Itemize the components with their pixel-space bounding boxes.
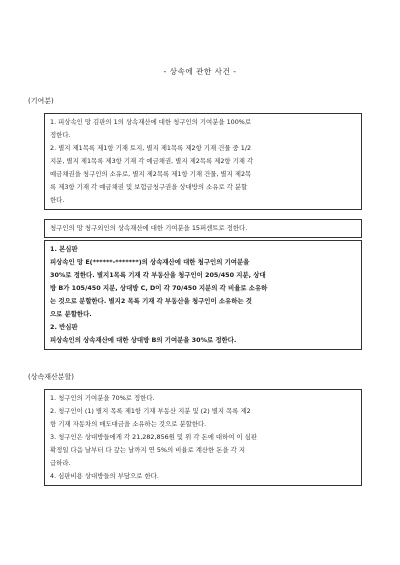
claim-line: 1. 피상속인 망 김판의 1의 상속재산에 대한 청구인의 기여분을 100%로 — [50, 118, 252, 126]
division-line: 2. 청구인이 (1) 별지 목록 제1항 기재 부동산 지분 및 (2) 별지 목록 제2 — [50, 407, 251, 415]
division-line: 확정일 다음 날부터 다 갚는 날까지 연 5%의 비율로 계산한 돈을 각 지 — [50, 446, 246, 454]
division-line: 3. 청구인은 상대방들에게 각 21,282,856원 및 위 각 돈에 대하여 이 심판 — [50, 433, 258, 441]
claim-line: 예금채권을 청구인의 소유로, 별지 제2목록 제1항 기재 건물, 별지 제2목 — [50, 170, 252, 178]
judgment-line: 는 것으로 분할한다. 별지2 목록 기재 각 부동산을 청구인이 소유하는 것 — [50, 297, 252, 305]
section-heading-contribution: (기여분) — [28, 97, 54, 105]
claim-line: 록 제3항 기재 각 예금채권 및 보험금청구권을 상대방의 소유로 각 분할 — [50, 183, 248, 191]
judgment-line: 피상속인의 상속재산에 대한 상대방 B의 기여분을 30%로 정한다. — [50, 336, 237, 344]
judgment-line: 피상속인 망 E(******-*******)의 상속재산에 대한 청구인의 기여분을 — [50, 258, 250, 266]
division-line: 항 기재 자동차의 매도대금을 소유하는 것으로 분할한다. — [50, 420, 207, 428]
judgment-line: 30%로 정한다. 별지1목록 기재 각 부동산을 청구인이 205/450 지분, 상대 — [50, 271, 266, 279]
division-line: 급하라. — [50, 459, 71, 467]
division-line: 1. 청구인의 기여분을 70%로 정한다. — [50, 394, 155, 402]
judgment-line: 으로 분할한다. — [50, 310, 92, 318]
judgment-line: 1. 본심판 — [50, 245, 78, 253]
division-line: 4. 심판비용 상대방들의 부담으로 한다. — [50, 472, 159, 480]
claim-line: 정한다. — [50, 131, 71, 139]
judgment-line: 방 B가 105/450 지분, 상대방 C, D이 각 70/450 지분의 각 비율로 소유하 — [50, 284, 268, 292]
contribution-claim-box — [44, 113, 362, 210]
page-title: - 상속에 관한 사건 - — [163, 67, 237, 76]
summary-line: 청구인의 망 청구외인의 상속재산에 대한 기여분을 15퍼센트로 정한다. — [50, 224, 248, 232]
judgment-line: 2. 반심판 — [50, 323, 78, 331]
section-heading-division: (상속재산분할) — [28, 373, 75, 381]
claim-line: 한다. — [50, 196, 65, 204]
claim-line: 지분, 별지 제1목록 제3항 기재 각 예금채권, 별지 제2목록 제2항 기재 각 — [50, 157, 254, 165]
division-box — [44, 389, 362, 486]
contribution-summary-box — [44, 219, 362, 238]
contribution-judgment-box — [44, 240, 362, 350]
claim-line: 2. 별지 제1목록 제1항 기재 토지, 별지 제1목록 제2항 기재 건물 중 1/2 — [50, 144, 252, 152]
